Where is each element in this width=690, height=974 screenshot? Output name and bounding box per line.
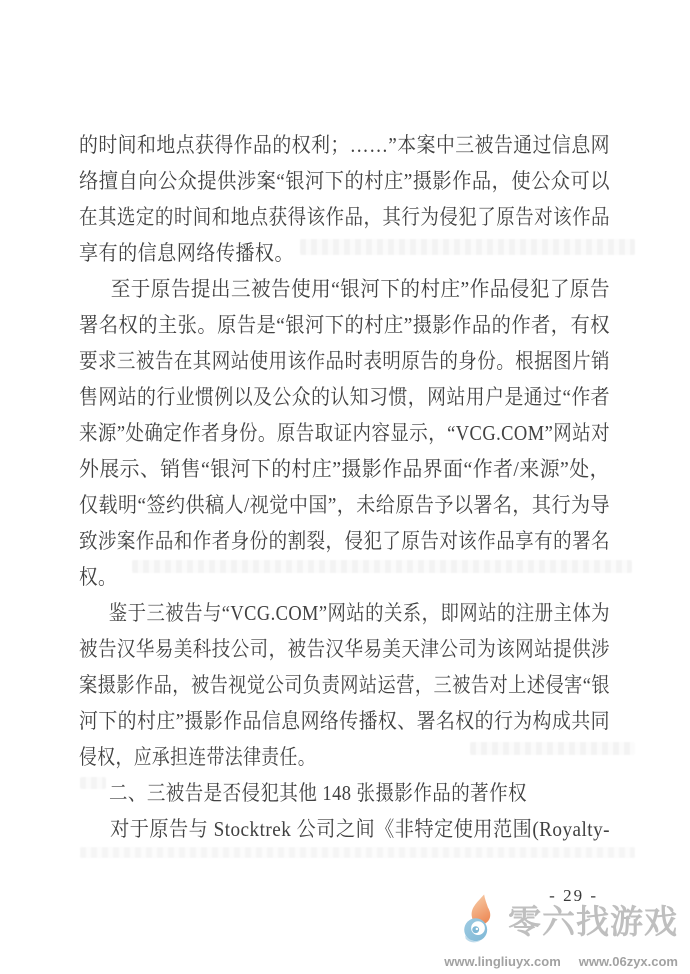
text-line: 署名权的主张。原告是“银河下的村庄”摄影作品的作者，有权 bbox=[79, 313, 610, 337]
flame-swirl-icon bbox=[455, 893, 501, 950]
text-line: 侵权，应承担连带法律责任。 bbox=[79, 745, 316, 769]
text-line: 仅载明“签约供稿人/视觉中国”，未给原告予以署名，其行为导 bbox=[79, 493, 610, 517]
text-line: 售网站的行业惯例以及公众的认知习惯，网站用户是通过“作者 bbox=[79, 385, 610, 409]
text-line: 享有的信息网络传播权。 bbox=[79, 241, 294, 265]
text-line: 络擅自向公众提供涉案“银河下的村庄”摄影作品，使公众可以 bbox=[79, 169, 610, 193]
watermark-url-left: www.lingliuyx.com bbox=[444, 954, 561, 969]
text-line: 致涉案作品和作者身份的割裂，侵犯了原告对该作品享有的署名 bbox=[79, 529, 610, 553]
watermark-url-right: www.06zyx.com bbox=[578, 954, 678, 969]
section-heading-line: 二、三被告是否侵犯其他 148 张摄影作品的著作权 bbox=[108, 781, 527, 805]
text-line: 的时间和地点获得作品的权利；……”本案中三被告通过信息网 bbox=[79, 133, 610, 157]
text-line: 被告汉华易美科技公司，被告汉华易美天津公司为该网站提供涉 bbox=[79, 637, 610, 661]
text-line: 至于原告提出三被告使用“银河下的村庄”作品侵犯了原告 bbox=[110, 277, 610, 301]
scan-artifact bbox=[80, 777, 106, 789]
text-line: 对于原告与 Stocktrek 公司之间《非特定使用范围(Royalty- bbox=[110, 817, 610, 841]
text-line: 在其选定的时间和地点获得该作品，其行为侵犯了原告对该作品 bbox=[79, 205, 610, 229]
text-line: 鉴于三被告与“VCG.COM”网站的关系，即网站的注册主体为 bbox=[108, 601, 610, 625]
text-line: 要求三被告在其网站使用该作品时表明原告的身份。根据图片销 bbox=[79, 349, 610, 373]
text-line: 案摄影作品，被告视觉公司负责网站运营，三被告对上述侵害“银 bbox=[79, 673, 610, 697]
page-number: - 29 - bbox=[549, 886, 598, 905]
brand-text: 零六找游戏 bbox=[508, 903, 678, 940]
body-text bbox=[79, 127, 610, 847]
scan-artifact bbox=[80, 847, 635, 858]
text-line: 河下的村庄”摄影作品信息网络传播权、署名权的行为构成共同 bbox=[79, 709, 610, 733]
scan-artifact bbox=[300, 239, 635, 255]
text-line: 外展示、销售“银河下的村庄”摄影作品界面“作者/来源”处， bbox=[79, 457, 610, 481]
scan-artifact bbox=[132, 560, 632, 573]
text-line: 权。 bbox=[79, 565, 117, 589]
text-line: 来源”处确定作者身份。原告取证内容显示，“VCG.COM”网站对 bbox=[79, 421, 610, 445]
watermark bbox=[440, 893, 678, 969]
scan-artifact bbox=[470, 742, 635, 755]
